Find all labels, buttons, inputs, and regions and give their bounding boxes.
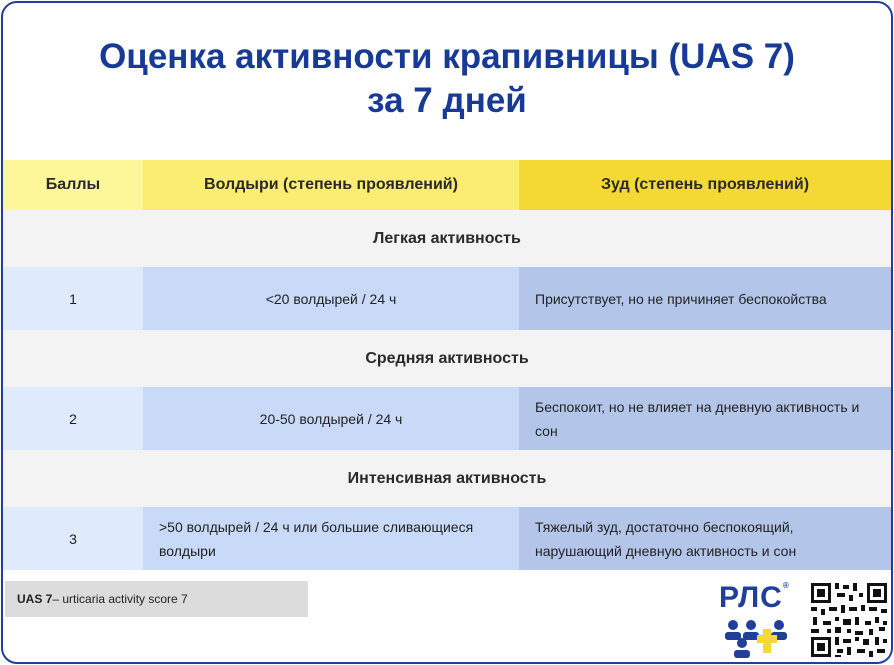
table-row: [3, 267, 891, 330]
logo-mark: ®: [782, 581, 790, 590]
header-score: Баллы: [3, 160, 143, 210]
qr-code-icon: [809, 581, 889, 659]
itch-cell: Присутствует, но не причиняет беспокойства: [519, 267, 891, 330]
title-line-2: за 7 дней: [367, 81, 527, 120]
rls-logo: [719, 581, 799, 661]
section-moderate: Средняя активность: [3, 330, 891, 387]
header-itch: Зуд (степень проявлений): [519, 160, 891, 210]
header-wheals: Волдыри (степень проявлений): [143, 160, 519, 210]
wheals-cell: >50 волдырей / 24 ч или большие сливающиеся волдыри: [143, 507, 519, 570]
score-cell: 1: [3, 267, 143, 330]
table-row: [3, 387, 891, 450]
logo-text: РЛС: [719, 581, 783, 614]
wheals-cell: <20 волдырей / 24 ч: [143, 267, 519, 330]
wheals-cell: 20-50 волдырей / 24 ч: [143, 387, 519, 450]
score-cell: 3: [3, 507, 143, 570]
section-mild: Легкая активность: [3, 210, 891, 267]
itch-cell: Беспокоит, но не влияет на дневную активность и сон: [519, 387, 891, 450]
footnote: [5, 581, 308, 617]
title-line-1: Оценка активности крапивницы (UAS 7): [99, 37, 795, 76]
people-icon: [721, 617, 797, 659]
score-cell: 2: [3, 387, 143, 450]
section-intense: Интенсивная активность: [3, 450, 891, 507]
itch-cell: Тяжелый зуд, достаточно беспокоящий, нарушающий дневную активность и сон: [519, 507, 891, 570]
table-header: [3, 160, 891, 210]
page-title: [3, 35, 891, 123]
footnote-abbr: UAS 7: [17, 592, 53, 606]
table-row: [3, 507, 891, 570]
card-frame: [1, 1, 893, 664]
footnote-text: – urticaria activity score 7: [52, 592, 188, 606]
